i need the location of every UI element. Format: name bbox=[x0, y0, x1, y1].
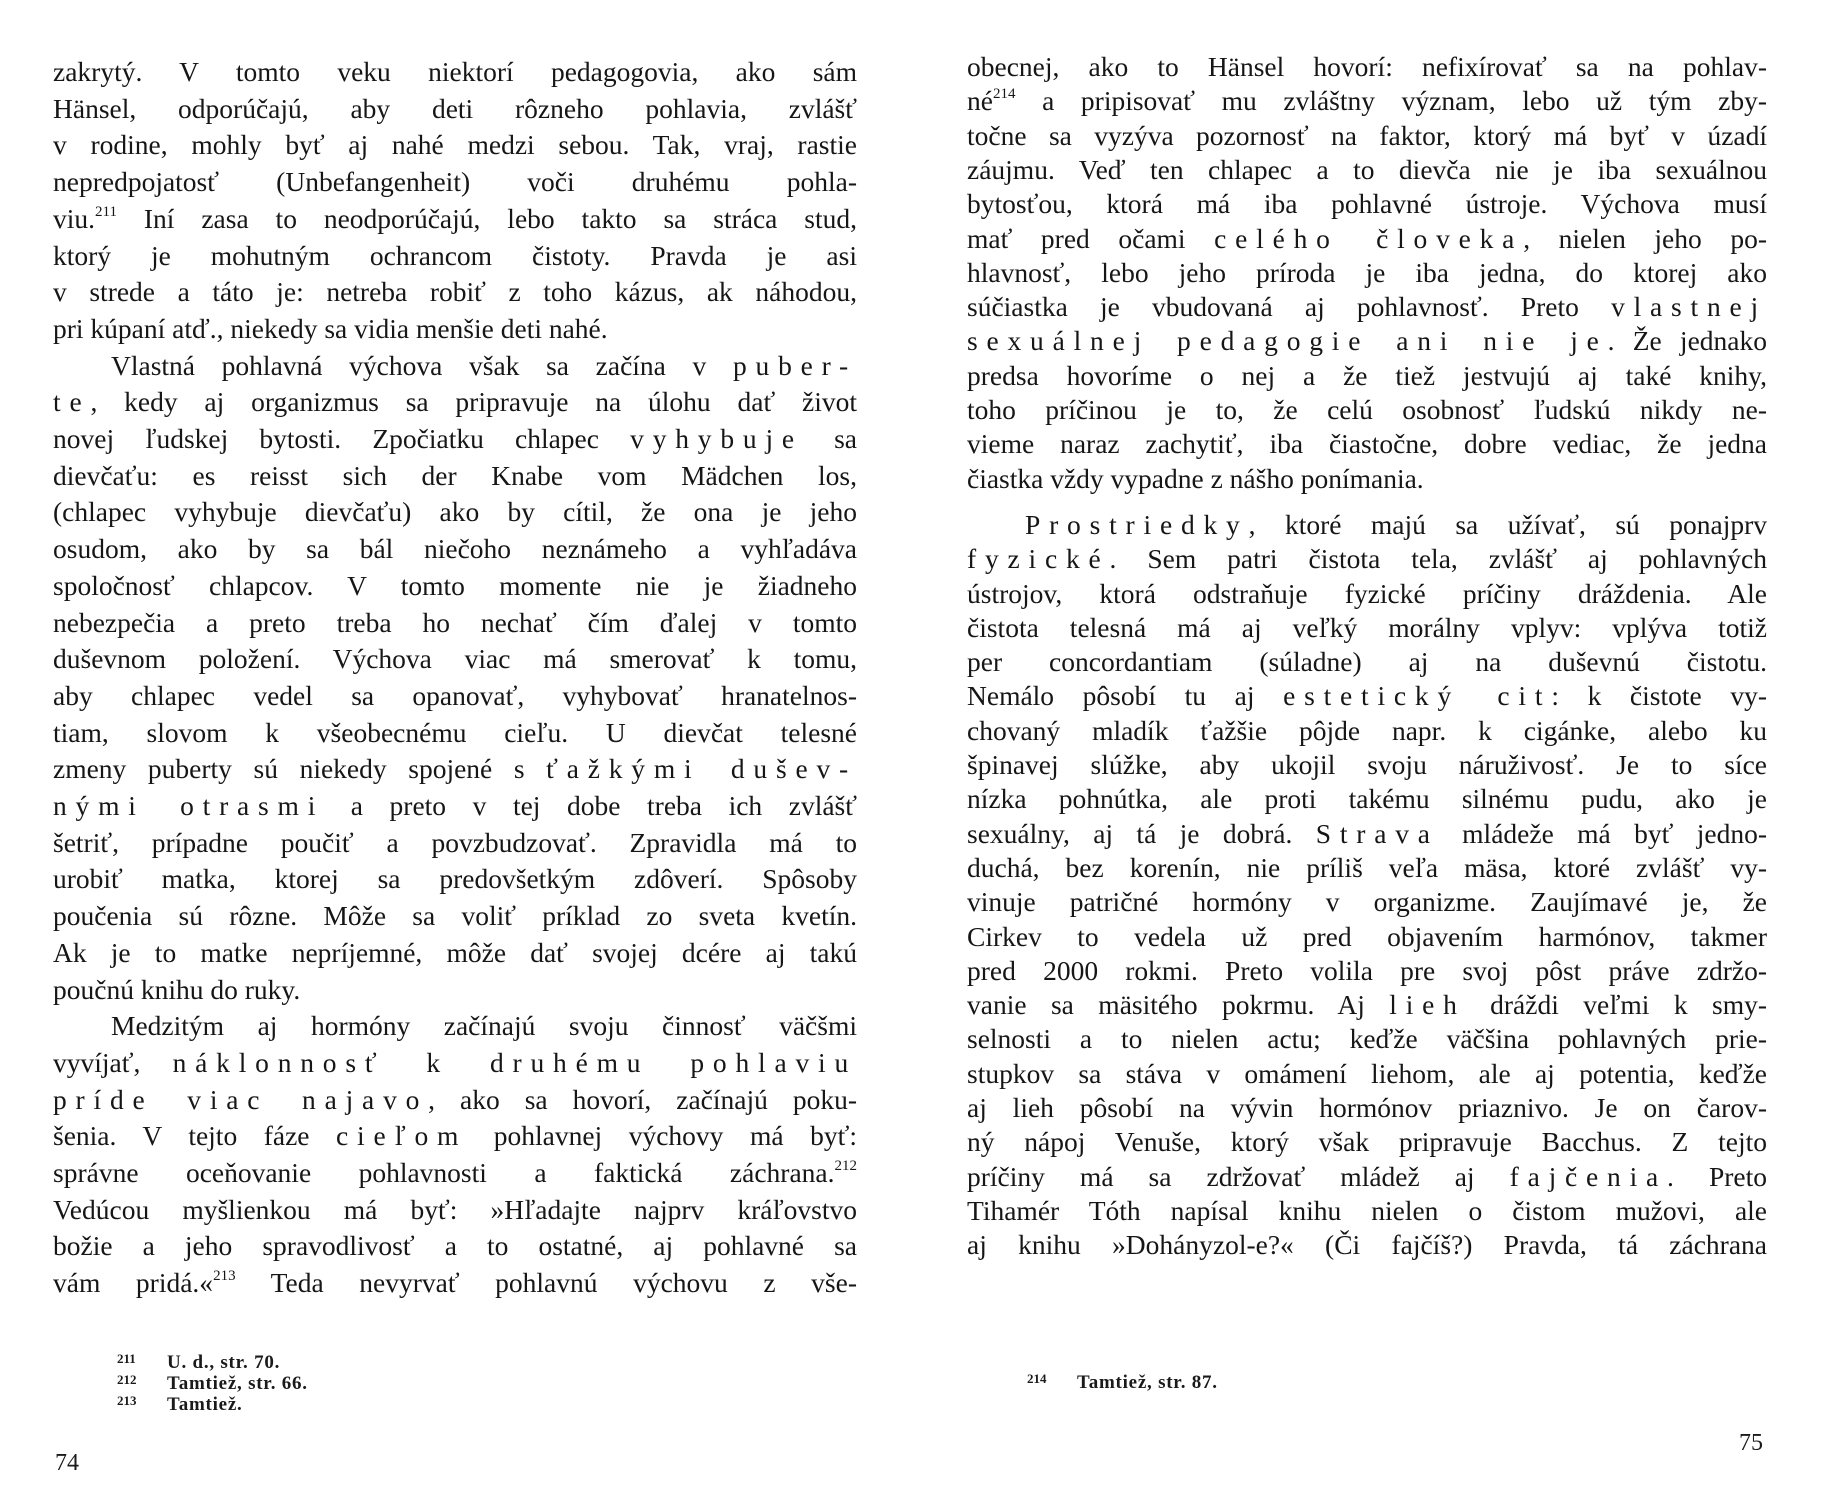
spaced-emphasis: ťažkými dušev- bbox=[546, 753, 857, 785]
text-line bbox=[53, 569, 857, 603]
line-text: : k čistote vy- bbox=[1551, 680, 1767, 712]
line-text: sexuálny, aj tá je dobrá. bbox=[967, 817, 1316, 849]
text-line bbox=[53, 1119, 857, 1153]
line-text: pri kúpaní atď., niekedy sa vidia menšie deti nahé. bbox=[53, 312, 608, 344]
line-text: chovaný mladík ťažšie pôjde napr. k cigánke, alebo ku bbox=[967, 714, 1767, 746]
text-line bbox=[53, 128, 857, 162]
footnote-reference[interactable]: 212 bbox=[834, 1158, 857, 1174]
line-text: pred 2000 rokmi. Preto volila pre svoj pôst práve zdržo- bbox=[967, 954, 1767, 986]
line-text: aj lieh pôsobí na vývin hormónov priaznivo. Je on čarov- bbox=[967, 1092, 1767, 1123]
line-text: selnosti a to nielen actu; keďže väčšina pohlavných prie- bbox=[967, 1023, 1767, 1055]
line-text: vinuje patričné hormóny v organizme. Zaujímavé je, že bbox=[967, 886, 1767, 918]
footnote-number: 213 bbox=[117, 1393, 137, 1408]
line-text: novej ľudskej bytosti. Zpočiatku chlapec bbox=[53, 423, 631, 454]
line-text: a preto v tej dobe treba ich zvlášť bbox=[324, 790, 857, 821]
text-line bbox=[967, 954, 1767, 988]
text-line bbox=[967, 920, 1767, 954]
text-line bbox=[967, 256, 1767, 290]
spaced-emphasis: fajčenia bbox=[1509, 1160, 1668, 1192]
line-text: obecnej, ako to Hänsel hovorí: nefixírovať sa na pohlav- bbox=[967, 51, 1767, 82]
spaced-emphasis: cieľom bbox=[336, 1120, 468, 1152]
text-line bbox=[53, 606, 857, 640]
text-line bbox=[967, 324, 1767, 358]
spaced-emphasis: príde viac najavo bbox=[53, 1083, 429, 1115]
line-text: osudom, ako by sa bál niečoho neznámeho a vyhľadáva bbox=[53, 533, 857, 565]
text-line bbox=[967, 1194, 1767, 1228]
line-text: súčiastka je vbudovaná aj pohlavnosť. Preto bbox=[967, 291, 1612, 323]
text-line bbox=[967, 1160, 1767, 1194]
text-line bbox=[53, 239, 857, 273]
text-line bbox=[53, 92, 857, 126]
text-line bbox=[967, 1091, 1767, 1125]
text-line bbox=[53, 1009, 857, 1043]
spaced-emphasis: estetický cit bbox=[1283, 680, 1552, 712]
text-line bbox=[967, 1228, 1767, 1262]
line-text: urobiť matka, ktorej sa predovšetkým zdôverí. Spôsoby bbox=[53, 863, 857, 895]
spaced-emphasis: vlastnej bbox=[1611, 291, 1767, 323]
line-text: Teda nevyrvať pohlavnú výchovu z vše- bbox=[235, 1267, 857, 1299]
line-text: nebezpečia a preto treba ho nechať čím ďalej v tomto bbox=[53, 606, 857, 638]
text-line bbox=[967, 851, 1767, 885]
text-line bbox=[53, 349, 857, 383]
footnote-reference[interactable]: 211 bbox=[95, 203, 117, 220]
line-text: né bbox=[967, 85, 993, 117]
line-text: správne oceňovanie pohlavnosti a faktická záchrana. bbox=[53, 1157, 835, 1188]
line-text: vieme naraz zachytiť, iba čiastočne, dobre vediac, že jedna bbox=[967, 428, 1767, 460]
text-line bbox=[53, 1156, 857, 1190]
line-text: príčiny má sa zdržovať mládež aj bbox=[967, 1160, 1510, 1192]
footnote-reference[interactable]: 213 bbox=[213, 1268, 236, 1285]
line-text: v strede a táto je: netreba robiť z toho kázus, ak náhodou, bbox=[53, 276, 857, 308]
line-text: v rodine, mohly byť aj nahé medzi sebou. Tak, vraj, rastie bbox=[53, 129, 857, 161]
line-text: viu. bbox=[53, 202, 96, 234]
spaced-emphasis: Prostriedky bbox=[1025, 508, 1249, 540]
text-line bbox=[53, 1229, 857, 1263]
line-text: Tihamér Tóth napísal knihu nielen o čistom mužovi, ale bbox=[967, 1194, 1767, 1226]
text-line bbox=[53, 642, 857, 676]
text-line bbox=[967, 393, 1767, 427]
line-text: stupkov sa stáva v omámení liehom, ale aj potentia, keďže bbox=[967, 1057, 1767, 1089]
text-line bbox=[967, 462, 1767, 496]
page-number: 75 bbox=[1739, 1430, 1763, 1456]
spaced-emphasis: fyzické bbox=[967, 543, 1110, 575]
footnote-text: U. d., str. 70. bbox=[167, 1352, 281, 1373]
text-line bbox=[967, 359, 1767, 393]
spaced-emphasis: te bbox=[53, 386, 91, 418]
line-text: ný nápoj Venuše, ktorý však pripravuje Bacchus. Z tejto bbox=[967, 1126, 1767, 1158]
text-line bbox=[967, 817, 1767, 851]
line-text: dráždi veľmi k smy- bbox=[1465, 989, 1768, 1021]
line-text: mať pred očami bbox=[967, 222, 1215, 254]
spaced-emphasis: puber- bbox=[732, 349, 857, 381]
text-line bbox=[53, 789, 857, 823]
text-line bbox=[53, 1193, 857, 1227]
line-text: záujmu. Veď ten chlapec a to dievča nie je iba sexuálnou bbox=[967, 153, 1767, 185]
footnote-text: Tamtiež. bbox=[167, 1394, 243, 1415]
footnote-reference[interactable]: 214 bbox=[992, 86, 1016, 103]
text-line bbox=[53, 973, 857, 1007]
line-text: čistota telesná má aj veľký morálny vplyv: vplýva totiž bbox=[967, 611, 1767, 643]
text-line bbox=[53, 899, 857, 933]
line-text: , nielen jeho po- bbox=[1523, 222, 1767, 254]
text-line bbox=[53, 165, 857, 199]
text-line bbox=[53, 1046, 857, 1080]
line-text: zmeny puberty sú niekedy spojené s bbox=[53, 753, 547, 785]
spaced-emphasis: nými otrasmi bbox=[53, 790, 325, 821]
text-line bbox=[967, 1022, 1767, 1056]
text-line bbox=[967, 427, 1767, 461]
right-page bbox=[911, 0, 1822, 1500]
text-line bbox=[967, 748, 1767, 782]
line-text: toho príčinou je to, že celú osobnosť ľudskú nikdy ne- bbox=[967, 394, 1767, 425]
line-text: . Preto bbox=[1667, 1160, 1767, 1192]
text-line bbox=[53, 312, 857, 346]
line-text: predsa hovoríme o nej a že tiež jestvujú aj také knihy, bbox=[967, 359, 1767, 391]
text-line bbox=[53, 532, 857, 566]
text-line bbox=[967, 679, 1767, 713]
line-text: hlavnosť, lebo jeho príroda je iba jedna, do ktorej ako bbox=[967, 256, 1767, 288]
line-text: duševnom položení. Výchova viac má smerovať k tomu, bbox=[53, 643, 857, 675]
text-line bbox=[53, 55, 857, 89]
text-line bbox=[967, 542, 1767, 576]
line-text: Vlastná pohlavná výchova však sa začína v bbox=[111, 349, 733, 381]
text-line bbox=[53, 752, 857, 786]
line-text: ústrojov, ktorá odstraňuje fyzické príčiny dráždenia. Ale bbox=[967, 577, 1767, 609]
text-line bbox=[53, 275, 857, 309]
line-text: Cirkev to vedela už pred objavením harmónov, takmer bbox=[967, 920, 1767, 952]
text-line bbox=[967, 645, 1767, 679]
text-line bbox=[967, 187, 1767, 221]
line-text: pohlavnej výchovy má byť: bbox=[467, 1120, 857, 1152]
text-line bbox=[53, 202, 857, 236]
line-text: . Že jednako bbox=[1607, 325, 1767, 357]
text-line bbox=[53, 385, 857, 419]
spaced-emphasis: náklonnosť k druhému pohlaviu bbox=[172, 1046, 857, 1078]
line-text: spoločnosť chlapcov. V tomto momente nie je žiadneho bbox=[53, 569, 857, 601]
line-text: poučenia sú rôzne. Môže sa voliť príklad zo sveta kvetín. bbox=[53, 900, 857, 932]
text-line bbox=[967, 1057, 1767, 1091]
line-text: mládeže má byť jedno- bbox=[1438, 817, 1767, 849]
line-text: nízka pohnútka, ale proti takému silnému pudu, ako je bbox=[967, 783, 1767, 815]
spaced-emphasis: celého človeka bbox=[1214, 222, 1524, 254]
line-text: bytosťou, ktorá má iba pohlavné ústroje. Výchova musí bbox=[967, 188, 1767, 220]
text-line bbox=[53, 862, 857, 896]
line-text: božie a jeho spravodlivosť a to ostatné, aj pohlavné sa bbox=[53, 1230, 857, 1262]
line-text: tiam, slovom k všeobecnému cieľu. U dievčat telesné bbox=[53, 716, 857, 748]
text-line bbox=[53, 459, 857, 493]
text-line bbox=[967, 1125, 1767, 1159]
text-line bbox=[53, 716, 857, 750]
text-line bbox=[53, 495, 857, 529]
page-number: 74 bbox=[55, 1450, 79, 1476]
text-line bbox=[967, 84, 1767, 118]
line-text: per concordantiam (súladne) aj na duševnú čistotu. bbox=[967, 646, 1767, 678]
line-text: , ktoré majú sa užívať, sú ponajprv bbox=[1248, 508, 1767, 540]
line-text: duchá, bez korenín, nie príliš veľa mäsa, ktoré zvlášť vy- bbox=[967, 851, 1767, 883]
text-line bbox=[967, 222, 1767, 256]
text-line bbox=[967, 782, 1767, 816]
footnote-number: 212 bbox=[117, 1372, 137, 1387]
text-line bbox=[967, 153, 1767, 187]
line-text: aj knihu »Dohányzol-e?« (Či fajčíš?) Pravda, tá záchrana bbox=[967, 1229, 1767, 1261]
line-text: . Sem patri čistota tela, zvlášť aj pohlavných bbox=[1109, 543, 1767, 575]
line-text: Hänsel, odporúčajú, aby deti rôzneho pohlavia, zvlášť bbox=[53, 92, 857, 124]
line-text: zakrytý. V tomto veku niektorí pedagogovia, ako sám bbox=[53, 56, 857, 87]
line-text: nepredpojatosť (Unbefangenheit) voči druhému pohla- bbox=[53, 166, 857, 198]
spaced-emphasis: sexuálnej pedagogie ani nie je bbox=[967, 325, 1608, 357]
text-line bbox=[53, 1266, 857, 1300]
text-line bbox=[53, 679, 857, 713]
text-line bbox=[967, 611, 1767, 645]
footnote-text: Tamtiež, str. 87. bbox=[1077, 1372, 1218, 1393]
line-text: dievčaťu: es reisst sich der Knabe vom Mädchen los, bbox=[53, 459, 857, 491]
line-text: poučnú knihu do ruky. bbox=[53, 973, 301, 1005]
footnote-text: Tamtiež, str. 66. bbox=[167, 1373, 308, 1394]
text-line bbox=[967, 577, 1767, 611]
text-line bbox=[967, 119, 1767, 153]
line-text: šetriť, prípadne poučiť a povzbudzovať. Zpravidla má to bbox=[53, 826, 857, 858]
line-text: vyvíjať, bbox=[53, 1046, 173, 1078]
text-line bbox=[53, 1083, 857, 1117]
line-text: , kedy aj organizmus sa pripravuje na úlohu dať život bbox=[90, 386, 857, 418]
line-text: , ako sa hovorí, začínajú poku- bbox=[428, 1083, 857, 1115]
line-text: špinavej slúžke, aby ukojil svoju náruživosť. Je to síce bbox=[967, 749, 1767, 780]
text-line bbox=[967, 508, 1767, 542]
line-text: Medzitým aj hormóny začínajú svoju činnosť väčšmi bbox=[111, 1010, 857, 1042]
text-line bbox=[967, 714, 1767, 748]
spaced-emphasis: lieh bbox=[1389, 989, 1466, 1021]
text-line bbox=[967, 290, 1767, 324]
text-line bbox=[53, 422, 857, 456]
line-text: Ak je to matke nepríjemné, môže dať svojej dcére aj takú bbox=[53, 936, 857, 968]
text-line bbox=[53, 826, 857, 860]
footnote-number: 211 bbox=[117, 1351, 136, 1366]
line-text: točne sa vyzýva pozornosť na faktor, ktorý má byť v úzadí bbox=[967, 119, 1767, 151]
text-line bbox=[967, 50, 1767, 84]
line-text: (chlapec vyhybuje dievčaťu) ako by cítil, že ona je jeho bbox=[53, 496, 857, 528]
line-text: a pripisovať mu zvláštny význam, lebo už tým zby- bbox=[1015, 85, 1767, 117]
spaced-emphasis: Strava bbox=[1315, 817, 1439, 849]
text-line bbox=[53, 936, 857, 970]
line-text: aby chlapec vedel sa opanovať, vyhybovať hranatelnos- bbox=[53, 679, 857, 711]
line-text: čiastka vždy vypadne z nášho ponímania. bbox=[967, 462, 1424, 494]
footnote-number: 214 bbox=[1027, 1371, 1047, 1386]
line-text: Vedúcou myšlienkou má byť: »Hľadajte najprv kráľovstvo bbox=[53, 1193, 857, 1225]
line-text: ktorý je mohutným ochrancom čistoty. Pravda je asi bbox=[53, 239, 857, 271]
spaced-emphasis: vyhybuje bbox=[630, 423, 803, 454]
line-text: Nemálo pôsobí tu aj bbox=[967, 680, 1284, 712]
line-text: šenia. V tejto fáze bbox=[53, 1120, 337, 1152]
line-text: vám pridá.« bbox=[53, 1267, 214, 1299]
text-line bbox=[967, 988, 1767, 1022]
line-text: Iní zasa to neodporúčajú, lebo takto sa stráca stud, bbox=[116, 202, 857, 234]
line-text: vanie sa mäsitého pokrmu. Aj bbox=[967, 989, 1390, 1021]
line-text: sa bbox=[802, 423, 857, 454]
text-line bbox=[967, 885, 1767, 919]
